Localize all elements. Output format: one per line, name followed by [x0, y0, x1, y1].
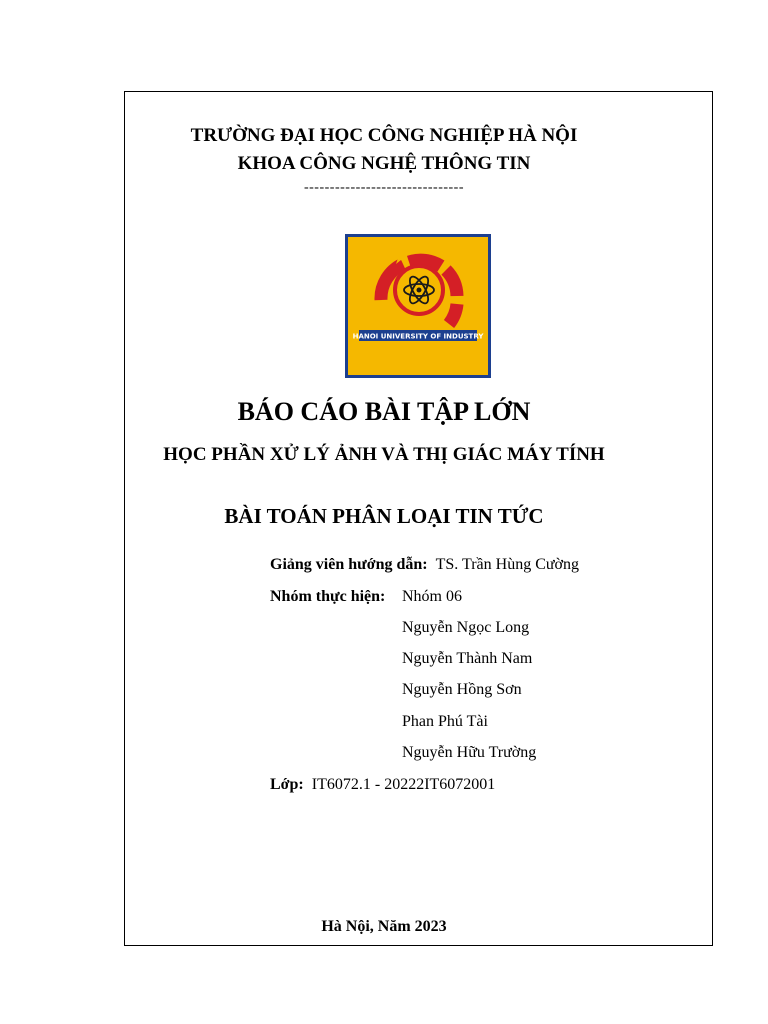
- member-item: Nguyễn Thành Nam: [402, 650, 533, 667]
- class-label: Lớp:: [270, 776, 304, 793]
- instructor-label: Giảng viên hướng dẫn:: [270, 556, 428, 573]
- instructor-line: [270, 556, 579, 574]
- class-line: [270, 776, 495, 794]
- class-code: IT6072.1 - 20222IT6072001: [311, 776, 496, 793]
- member-item: Phan Phú Tài: [402, 713, 488, 730]
- member-item: Nguyễn Ngọc Long: [402, 619, 530, 636]
- instructor-name: TS. Trần Hùng Cường: [435, 556, 580, 573]
- course-name: HỌC PHẦN XỬ LÝ ẢNH VÀ THỊ GIÁC MÁY TÍNH: [163, 444, 605, 465]
- place-date: Hà Nội, Năm 2023: [321, 918, 447, 935]
- university-logo: [345, 234, 491, 378]
- group-line: [270, 588, 385, 606]
- report-title: BÁO CÁO BÀI TẬP LỚN: [237, 397, 531, 426]
- member-item: Nguyễn Hữu Trường: [402, 744, 537, 761]
- logo-text: HANOI UNIVERSITY OF INDUSTRY: [352, 332, 484, 341]
- report-topic: BÀI TOÁN PHÂN LOẠI TIN TỨC: [224, 504, 544, 528]
- university-name: TRƯỜNG ĐẠI HỌC CÔNG NGHIỆP HÀ NỘI: [190, 125, 578, 146]
- member-item: Nguyễn Hồng Sơn: [402, 681, 522, 698]
- group-name: Nhóm 06: [402, 588, 462, 605]
- group-label: Nhóm thực hiện:: [270, 588, 386, 605]
- faculty-name: KHOA CÔNG NGHỆ THÔNG TIN: [237, 153, 531, 174]
- header-divider: -------------------------------: [303, 180, 465, 195]
